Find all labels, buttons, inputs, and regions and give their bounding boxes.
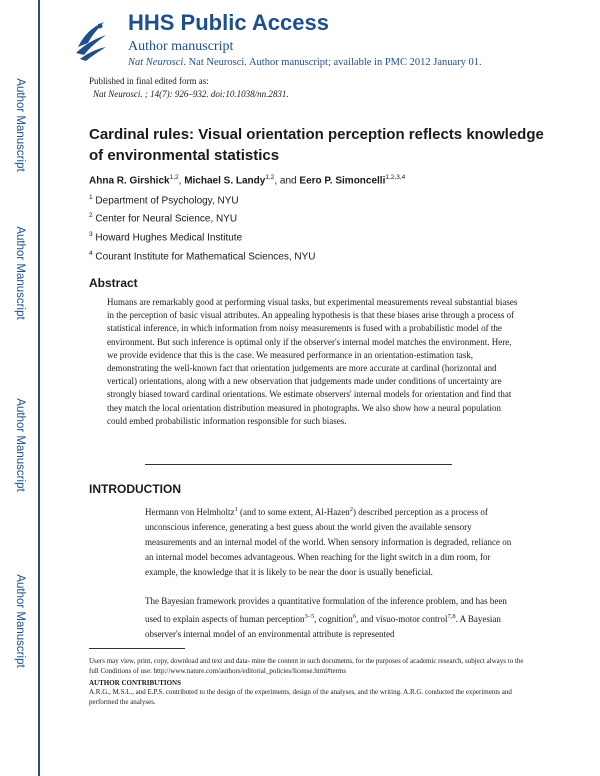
introduction-heading: INTRODUCTION: [89, 482, 181, 496]
contributions-heading: AUTHOR CONTRIBUTIONS: [89, 679, 181, 687]
paper-title: Cardinal rules: Visual orientation perception reflects knowledge of environmental statistics: [89, 126, 544, 164]
abstract-heading: Abstract: [89, 276, 138, 290]
affiliation: $^2$ Center for Neural Science, NYU: [89, 212, 238, 225]
affiliation: $^3$ Howard Hughes Medical Institute: [89, 231, 243, 244]
hhs-eagle-logo-icon: [72, 17, 110, 63]
side-label-3: Author Manuscript: [14, 398, 26, 492]
intro-paragraph-2: The Bayesian framework provides a quantitative formulation of the inference problem, and has been used to explain aspects of human perception$^{3-5}$, cognition$^6$, and visuo-motor control$^{7,8}$. A Bayesian observer's internal model of an environmental attribute is represented: [145, 596, 507, 639]
hhs-title: HHS Public Access: [128, 10, 329, 35]
contributions-text: A.R.G., M.S.L., and E.P.S. contributed to the design of the experiments, design of the analyses, and the writing. A.R.G. conducted the experiments and performed the analyses.: [89, 688, 512, 706]
side-label-2: Author Manuscript: [14, 226, 26, 320]
footnote-divider: [89, 648, 185, 649]
author-manuscript-label: Author manuscript: [128, 39, 234, 54]
intro-paragraph-1: Hermann von Helmholtz$^1$ (and to some extent, Al-Hazen$^2$) described perception as a process of unconscious inference, generating a best guess about the world given the available sensory measurements and an internal model of the world. When sensory information is degraded, reliance on an internal model becomes advantageous. When reaching for the light switch in a dim room, for example, the knowledge that it is likely to be near the door is usually beneficial.: [145, 506, 512, 577]
abstract-divider: [145, 464, 452, 465]
author-name: Ahna R. Girshick: [89, 175, 170, 187]
journal-availability: Nat Neurosci. Nat Neurosci. Author manuscript; available in PMC 2012 January 01.: [128, 57, 482, 68]
author-list: Ahna R. Girshick$^{1,2}$, Michael S. Landy$^{1,2}$, and Eero P. Simoncelli$^{1,2,3,4}$: [89, 174, 406, 187]
author-name: Michael S. Landy: [184, 175, 266, 187]
published-label: Published in final edited form as:: [89, 76, 209, 86]
citation: Nat Neurosci. ; 14(7): 926–932. doi:10.1038/nn.2831.: [93, 89, 289, 99]
affiliation: $^1$ Department of Psychology, NYU: [89, 194, 239, 207]
side-rule: [38, 0, 40, 776]
abstract-text: Humans are remarkably good at performing visual tasks, but experimental measurements reveal substantial biases in the perception of basic visual attributes. An appealing hypothesis is that these biases arise through a process of statistical inference, in which information from noisy measurements is fused with a probabilistic model of the environment. But such inference is optimal only if the observer's internal model matches the environment. Here, we provide evidence that this is the case. We measured performance in an orientation-estimation task, demonstrating the well-known fact that orientation judgements are more accurate at cardinal (horizontal and vertical) orientations, along with a new observation that judgements made under conditions of uncertainty are strongly biased toward cardinal orientations. We estimate observers' internal models for orientation and find that they match the local orientation distribution measured in photographs. We also show how a neural population could embed probabilistic information responsible for such biases.: [107, 297, 518, 426]
author-name: Eero P. Simoncelli: [299, 175, 386, 187]
side-label-1: Author Manuscript: [14, 78, 26, 172]
affiliation: $^4$ Courant Institute for Mathematical Sciences, NYU: [89, 250, 316, 263]
side-label-4: Author Manuscript: [14, 574, 26, 668]
terms-of-use: Users may view, print, copy, download and text and data- mine the content in such documents, for the purposes of academic research, subject always to the full Conditions of use: http://www.nature.com/authors/editorial_policies/license.html#terms: [89, 657, 524, 675]
